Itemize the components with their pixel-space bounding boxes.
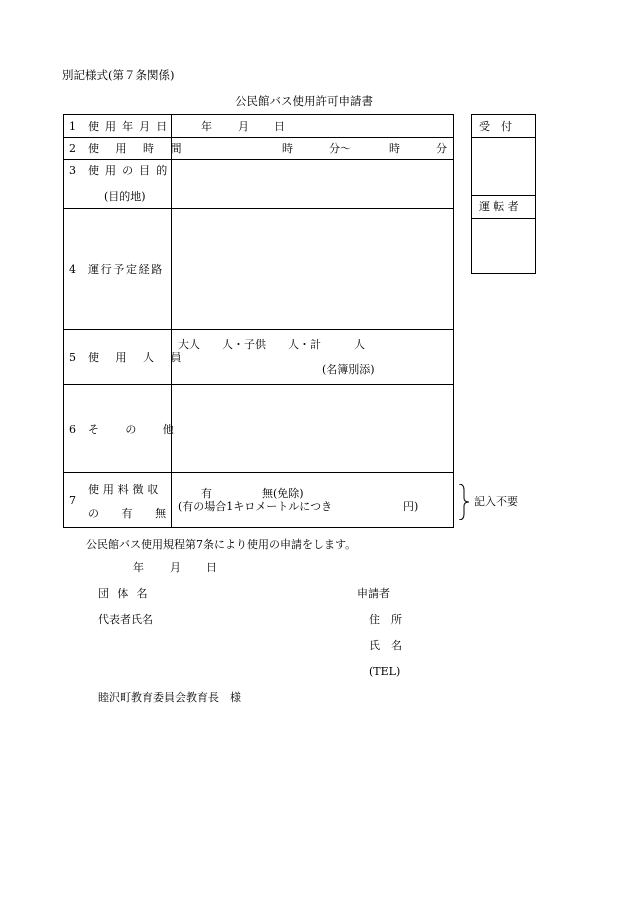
label-fee-line1: 使用料徴収 — [88, 483, 163, 496]
passenger-count: 大人 人・子供 人・計 人 — [178, 338, 365, 351]
staff-box-divider — [471, 137, 536, 138]
label-usage-date: 使用年月日 — [88, 120, 174, 133]
label-route: 運行予定経路 — [88, 263, 164, 276]
form-label: 別記様式(第７条関係) — [62, 68, 175, 82]
date-month: 月 — [238, 120, 249, 133]
row-number: 4 — [69, 263, 76, 276]
group-name-label: 団体名 — [98, 587, 156, 600]
label-purpose: 使用の目的 — [88, 164, 174, 177]
row-number: 3 — [69, 164, 76, 177]
label-destination: (目的地) — [104, 190, 146, 203]
row-number: 1 — [69, 120, 76, 133]
no-entry-note: 記入不要 — [474, 495, 518, 508]
row-divider — [63, 159, 454, 160]
addressee: 睦沢町教育委員会教育長 様 — [98, 691, 241, 704]
fee-unit: 円) — [403, 500, 419, 513]
application-statement: 公民館バス使用規程第7条により使用の申請をします。 — [86, 538, 357, 551]
address-label: 住 所 — [369, 613, 402, 626]
row-divider — [63, 384, 454, 385]
staff-box-divider — [471, 218, 536, 219]
row-divider — [63, 208, 454, 209]
time-minute-start: 分～ — [329, 142, 351, 155]
time-hour-end: 時 — [389, 142, 400, 155]
row-divider — [63, 472, 454, 473]
label-fee-line2: の有無 — [88, 507, 189, 520]
driver-label: 運転者 — [479, 200, 522, 213]
time-hour-start: 時 — [282, 142, 293, 155]
label-passengers: 使用人員 — [88, 351, 198, 364]
roster-note: (名簿別添) — [322, 363, 375, 376]
tel-label: (TEL) — [369, 665, 401, 678]
row-divider — [63, 137, 454, 138]
row-number: 6 — [69, 423, 76, 436]
signing-month: 月 — [170, 561, 181, 574]
signing-year: 年 — [133, 561, 144, 574]
signing-day: 日 — [206, 561, 217, 574]
applicant-label: 申請者 — [357, 587, 390, 600]
row-divider — [63, 329, 454, 330]
label-usage-time: 使用時間 — [88, 142, 198, 155]
date-year: 年 — [201, 120, 212, 133]
name-label: 氏 名 — [369, 639, 402, 652]
time-minute-end: 分 — [436, 142, 447, 155]
fee-detail: (有の場合1キロメートルにつき — [178, 500, 333, 513]
fee-no: 無(免除) — [262, 487, 304, 500]
fee-yes: 有 — [201, 487, 212, 500]
date-day: 日 — [274, 120, 285, 133]
representative-label: 代表者氏名 — [98, 613, 153, 626]
row-number: 5 — [69, 351, 76, 364]
row-number: 2 — [69, 142, 76, 155]
staff-box-divider — [471, 195, 536, 196]
staff-box-border — [471, 114, 536, 274]
row-number: 7 — [69, 494, 76, 507]
received-label: 受 付 — [479, 120, 512, 133]
form-title: 公民館バス使用許可申請書 — [235, 94, 373, 108]
label-other: その他 — [88, 423, 201, 436]
brace-icon — [458, 484, 470, 520]
